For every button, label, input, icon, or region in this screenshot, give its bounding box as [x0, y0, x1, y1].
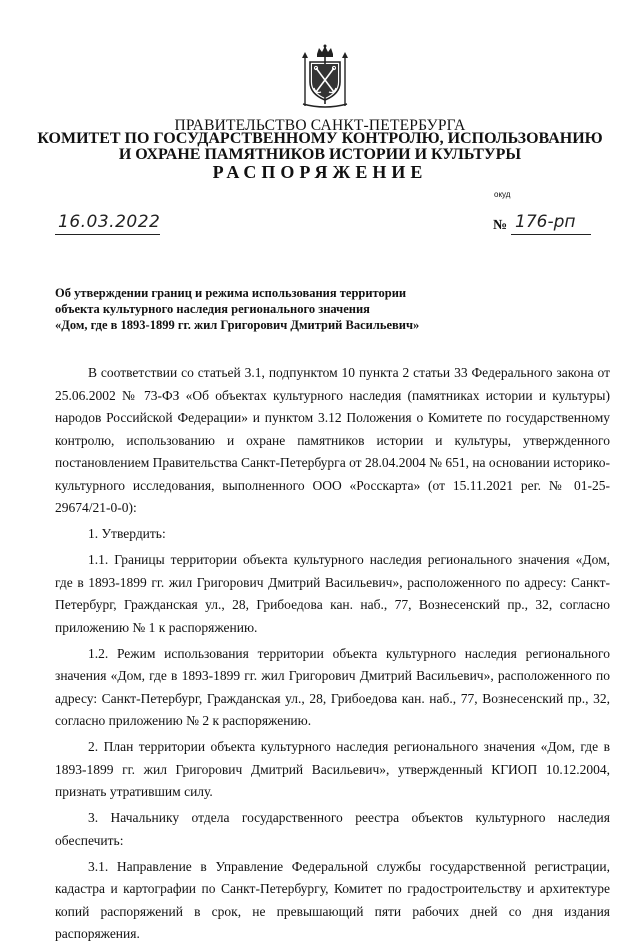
date-field — [55, 212, 160, 236]
paragraph-item-2: 2. План территории объекта культурного наследия регионального значения «Дом, где в 1893-1899 гг. жил Григорович Дмитрий Васильевич», утвержденный КГИОП 10.12.2004, признать утратившим силу. — [55, 739, 610, 799]
handwritten-date: 16.03.2022 — [58, 212, 161, 232]
paragraph-item-1-1: 1.1. Границы территории объекта культурного наследия регионального значения «Дом, где в 1893-1899 гг. жил Григорович Дмитрий Васильевич», расположенного по адресу: Санкт-Петербург, Гражданская ул., 28, Грибоедова кан. наб., 77, Вознесенский пр., 32, согласно приложению № 1 к распоряжению. — [55, 552, 610, 635]
committee-name-line-2: И ОХРАНЕ ПАМЯТНИКОВ ИСТОРИИ И КУЛЬТУРЫ — [118, 146, 522, 163]
document-type: РАСПОРЯЖЕНИЕ — [212, 162, 428, 182]
paragraph-item-3: 3. Начальнику отдела государственного реестра объектов культурного наследия обеспечить: — [55, 810, 610, 848]
coat-of-arms-icon — [297, 44, 353, 110]
number-field — [493, 212, 591, 236]
government-title: ПРАВИТЕЛЬСТВО САНКТ-ПЕТЕРБУРГА — [174, 117, 466, 134]
subject-line-3: «Дом, где в 1893-1899 гг. жил Григорович Дмитрий Васильевич» — [55, 318, 420, 332]
document-body — [55, 362, 610, 949]
paragraph-preamble: В соответствии со статьей 3.1, подпунктом 10 пункта 2 статьи 33 Федерального закона от 25.06.2002 № 73-ФЗ «Об объектах культурного наследия (памятниках истории и культуры) народов Российской Федерации» и пунктом 3.12 Положения о Комитете по государственному контролю, использованию и охране памятников истории и культуры, утвержденного постановлением Правительства Санкт-Петербурга от 28.04.2004 № 651, на основании историко-культурного исследования, выполненного ООО «Росскарта» (от 15.11.2021 рег. № 01-25-29674/21-0-0): — [55, 365, 610, 515]
subject-line-1: Об утверждении границ и режима использования территории — [55, 286, 407, 300]
okud-label: окуд — [494, 190, 511, 199]
date-underline — [55, 234, 160, 235]
number-underline — [511, 234, 591, 235]
committee-name-line-1: КОМИТЕТ ПО ГОСУДАРСТВЕННОМУ КОНТРОЛЮ, ИСПОЛЬЗОВАНИЮ — [37, 130, 603, 147]
paragraph-item-3-1: 3.1. Направление в Управление Федеральной службы государственной регистрации, кадастра и картографии по Санкт-Петербургу, Комитет по градостроительству и архитектуре копий распоряжений в срок, не превышающий пяти рабочих дней со дня издания распоряжения. — [55, 858, 610, 941]
number-sign: № — [493, 218, 508, 233]
subject-line-2: объекта культурного наследия регионального значения — [55, 302, 370, 316]
document-subject — [55, 285, 495, 333]
paragraph-item-1: 1. Утвердить: — [88, 526, 166, 541]
handwritten-number: 176-рп — [515, 212, 576, 232]
paragraph-item-1-2: 1.2. Режим использования территории объекта культурного наследия регионального значения «Дом, где в 1893-1899 гг. жил Григорович Дмитрий Васильевич», расположенного по адресу: Санкт-Петербург, Гражданская ул., 28, Грибоедова кан. наб., 77, Вознесенский пр., 32, согласно приложению № 2 к распоряжению. — [55, 645, 610, 728]
